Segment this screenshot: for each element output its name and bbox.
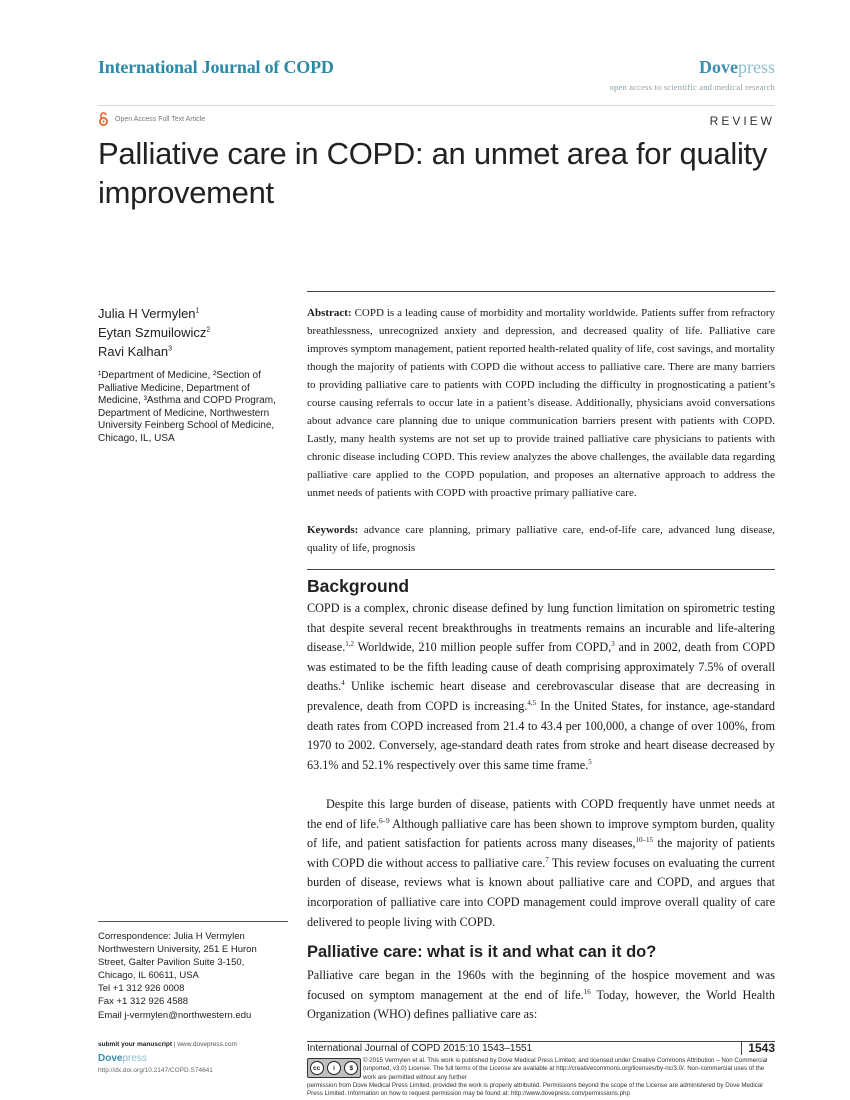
cc-icon: cc xyxy=(310,1061,324,1075)
open-access-lock-icon xyxy=(98,112,109,126)
abstract-text: COPD is a leading cause of morbidity and mortality worldwide. Patients suffer from refractory breathlessness, unrecognized anxiety and depression, and decreased quality of life. Palliative care improves symptom management, patient reported health-related quality of life, cost savings, and mortality though the majority of patients with COPD die without access to palliative care. There are many barriers to providing palliative care to patients with COPD including the difficulty in prognosticating a patient’s course causing referrals to occur late in a patient’s disease. Additionally, physicians avoid conversations about advance care planning due to unique communication barriers present with patients with COPD. Lastly, many health systems are not set up to provide trained palliative care physicians to patients with chronic disease including COPD. This review analyzes the above challenges, the available data regarding palliative care applied to the COPD population, and proposes an alternative approach to address the unmet needs of patients with COPD with proactive primary palliative care. xyxy=(307,307,775,499)
logo-press: press xyxy=(738,57,775,77)
submit-manuscript-link[interactable] xyxy=(98,1041,237,1048)
citation-ref[interactable]: 5 xyxy=(588,757,592,766)
author-affiliation-ref: 2 xyxy=(206,326,211,334)
header-divider xyxy=(98,105,775,106)
license-text-continued: permission from Dove Medical Press Limited, provided the work is properly attributed. Permissions beyond the scope of the License are administered by Dove Medical Press Limited. Information on how to request permission may be found at: http://www.dovepress.com/permissions.php xyxy=(307,1082,763,1098)
article-title: Palliative care in COPD: an unmet area for quality improvement xyxy=(98,136,768,210)
cc-nc-icon: $ xyxy=(344,1061,358,1075)
citation-ref[interactable]: 4 xyxy=(341,679,345,688)
section-divider xyxy=(307,569,775,570)
keywords-label: Keywords: xyxy=(307,524,359,536)
journal-citation: International Journal of COPD 2015:10 1543–1551 xyxy=(307,1043,533,1054)
creative-commons-badge[interactable] xyxy=(307,1058,361,1078)
footer-logo-press: press xyxy=(122,1053,147,1064)
footer-divider xyxy=(307,1041,775,1042)
logo-dove: Dove xyxy=(699,57,738,77)
author-name: Julia H Vermylen$^1$ xyxy=(98,306,200,321)
author-affiliation-ref: 1 xyxy=(195,307,200,315)
correspondence-line: Correspondence: Julia H Vermylen xyxy=(98,931,245,942)
author-name: Ravi Kalhan$^3$ xyxy=(98,344,173,359)
citation-ref[interactable]: 1,2 xyxy=(345,640,354,649)
correspondence-line: Tel +1 312 926 0008 xyxy=(98,983,185,995)
keywords xyxy=(307,521,775,557)
correspondence-line: Street, Galter Pavilion Suite 3-150, xyxy=(98,957,245,969)
publisher-tagline: open access to scientific and medical research xyxy=(609,82,775,92)
citation-ref[interactable]: 4,5 xyxy=(527,698,537,707)
footer-left xyxy=(98,1041,237,1074)
abstract-top-rule xyxy=(307,291,775,292)
abstract xyxy=(307,304,775,502)
cc-by-icon: i xyxy=(327,1061,341,1075)
doi-link[interactable]: http://dx.doi.org/10.2147/COPD.S74641 xyxy=(98,1067,213,1074)
keywords-text: advance care planning, primary palliative care, end-of-life care, advanced lung disease, quality of life, prognosis xyxy=(307,524,775,554)
open-access-label: Open Access Full Text Article xyxy=(115,115,206,123)
open-access-badge xyxy=(98,112,205,126)
palliative-paragraph-1: Palliative care began in the 1960s with the beginning of the hospice movement and was focused on symptom management at the end of life.$^{16}$ Today, however, the World Health Organization (WHO) defines palliative care as: xyxy=(307,968,775,1022)
dovepress-logo xyxy=(699,57,775,78)
abstract-label: Abstract: xyxy=(307,307,352,319)
heading-background: Background xyxy=(307,576,410,596)
author-affiliation-ref: 3 xyxy=(168,345,173,353)
citation-ref[interactable]: 10–15 xyxy=(635,836,653,845)
affiliations: ¹Department of Medicine, ²Section of Palliative Medicine, Department of Medicine, ³Asthma and COPD Program, Department of Medicine, Northwestern University Feinberg School of Medicine, Chicago, IL, USA xyxy=(98,370,276,444)
correspondence-line: Chicago, IL 60611, USA xyxy=(98,970,199,982)
correspondence-block xyxy=(98,930,298,1022)
citation-ref[interactable]: 7 xyxy=(545,855,549,864)
submit-bold: submit your manuscript xyxy=(98,1041,173,1048)
submit-rest: | www.dovepress.com xyxy=(172,1041,237,1048)
heading-palliative-care: Palliative care: what is it and what can it do? xyxy=(307,943,657,961)
citation-ref[interactable]: 3 xyxy=(611,640,615,649)
footer-logo-dove: Dove xyxy=(98,1053,123,1064)
correspondence-line: Fax +1 312 926 4588 xyxy=(98,996,189,1008)
background-paragraph-2: Despite this large burden of disease, patients with COPD frequently have unmet needs at the end of life.$^{6-9}$ Although palliative care has been shown to improve symptom burden, quality of life, and patient satisfaction for patients across many diseases,$^{10-15}$ the majority of patients with COPD die without access to palliative care.$^7$ This review focuses on evaluating the current burden of disease, reviews what is known about palliative care and COPD, and argues that incorporation of palliative care into COPD management could improve overall quality of care delivered to people living with COPD. xyxy=(307,797,775,929)
background-paragraph-1: COPD is a complex, chronic disease defined by lung function limitation on spirometric testing that despite several recent breakthroughs in treatments remains an incurable and life-altering disease.$^{1,2}$ Worldwide, 210 million people suffer from COPD,$^3$ and in 2002, death from COPD was estimated to be the fifth leading cause of death comprising approximately 7.5% of overall deaths.$^4$ Unlike ischemic heart disease and cerebrovascular disease that are decreasing in prevalence, death from COPD is increasing.$^{4,5}$ In the United States, for instance, age-standard death rates from COPD increased from 21.4 to 43.4 per 100,000, a change of over 100%, from 1970 to 2002. Conversely, age-standard death rates from stroke and heart disease decreased by 63.1% and 52.1% respectively over this same time frame.$^5$ xyxy=(307,601,775,772)
correspondence-line: Northwestern University, 251 E Huron xyxy=(98,944,257,956)
author-list xyxy=(98,304,210,361)
citation-ref[interactable]: 6–9 xyxy=(379,816,390,825)
author-name: Eytan Szmuilowicz$^2$ xyxy=(98,325,211,340)
citation-ref[interactable]: 16 xyxy=(583,987,591,996)
correspondence-line: Email j-vermylen@northwestern.edu xyxy=(98,1009,252,1021)
correspondence-divider xyxy=(98,921,288,922)
article-type: REVIEW xyxy=(709,114,775,128)
footer-dovepress-logo xyxy=(98,1053,237,1064)
journal-title: International Journal of COPD xyxy=(98,57,334,77)
page-number: 1543 xyxy=(741,1041,775,1055)
license-text: © 2015 Vermylen et al. This work is published by Dove Medical Press Limited, and licensed under Creative Commons Attribution – Non Commercial (unported, v3.0) License. The full terms of the License are available at http://creativecommons.org/licenses/by-nc/3.0/. Non-commercial uses of the work are permitted without any further xyxy=(363,1057,768,1081)
